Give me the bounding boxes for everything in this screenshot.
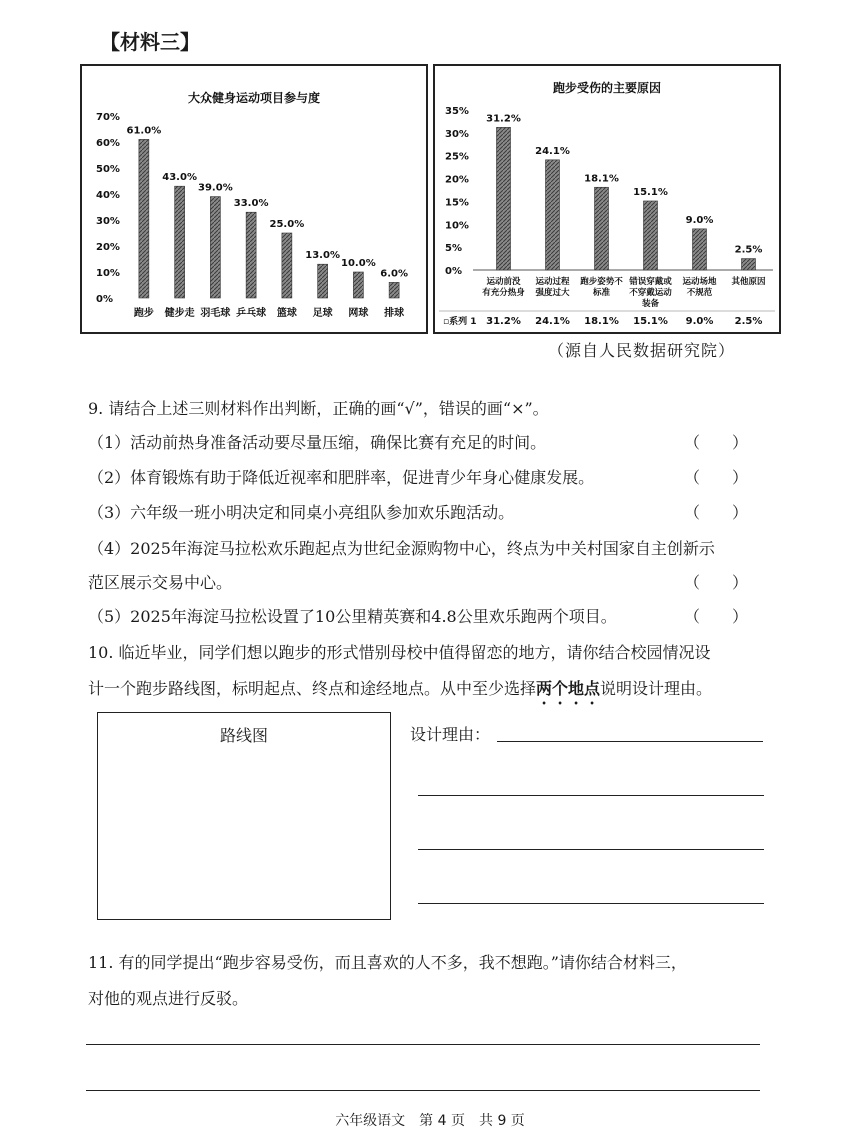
data-label: 10.0% <box>341 258 376 269</box>
data-label: 18.1% <box>584 173 619 185</box>
y-tick-label: 60% <box>96 138 120 149</box>
category-label: 篮球 <box>276 308 297 319</box>
table-value: 15.1% <box>633 316 668 327</box>
q9-answer-5[interactable]: （ ） <box>684 607 749 626</box>
table-value: 2.5% <box>734 316 763 327</box>
y-tick-label: 10% <box>445 220 469 232</box>
category-label: 跑步姿势不 <box>580 277 623 287</box>
y-tick-label: 10% <box>96 268 120 279</box>
page-footer: 六年级语文 第 4 页 共 9 页 <box>335 1113 525 1129</box>
y-tick-label: 0% <box>445 266 462 277</box>
bar <box>139 139 149 298</box>
y-tick-label: 30% <box>445 128 469 140</box>
q10-emphasis: 两个地点 <box>536 679 601 698</box>
route-map-box[interactable] <box>97 712 391 920</box>
q9-item-4-cont: 范区展示交易中心。 <box>88 573 233 592</box>
q10-line-2-post: 说明设计理由。 <box>600 679 713 698</box>
chart-title: 跑步受伤的主要原因 <box>552 81 662 95</box>
bar <box>693 229 707 270</box>
y-tick-label: 20% <box>445 174 469 186</box>
table-value: 18.1% <box>584 316 619 327</box>
bar <box>497 127 511 270</box>
category-label: 健步走 <box>164 308 195 319</box>
q9-item-2: （2）体育锻炼有助于降低近视率和肥胖率，促进青少年身心健康发展。 <box>88 468 595 487</box>
data-label: 24.1% <box>535 145 570 157</box>
data-label: 13.0% <box>305 250 340 262</box>
q9-answer-2[interactable]: （ ） <box>684 468 749 487</box>
category-label: 运动场地 <box>682 277 717 287</box>
bar <box>282 233 292 298</box>
data-label: 15.1% <box>633 186 668 198</box>
participation-chart-svg <box>82 66 426 332</box>
y-tick-label: 0% <box>96 294 113 305</box>
q10-line-2 <box>88 676 712 708</box>
y-tick-label: 50% <box>96 164 120 175</box>
category-label: 运动过程 <box>535 277 570 287</box>
data-label: 6.0% <box>380 268 408 280</box>
y-tick-label: 70% <box>96 112 120 123</box>
category-label: 不穿戴运动 <box>629 288 672 298</box>
category-label: 其他原因 <box>731 277 766 287</box>
data-label: 33.0% <box>233 198 269 210</box>
q9-answer-1[interactable]: （ ） <box>684 433 749 452</box>
reason-blank-1[interactable] <box>497 741 763 742</box>
q9-answer-3[interactable]: （ ） <box>684 503 749 522</box>
table-series-label: ▫系列 1 <box>443 317 477 327</box>
q11-line-1: 11. 有的同学提出“跑步容易受伤，而且喜欢的人不多，我不想跑。”请你结合材料三， <box>88 953 687 972</box>
category-label: 乒乓球 <box>236 308 267 319</box>
category-label: 装备 <box>641 299 660 309</box>
bar <box>644 201 658 270</box>
category-label: 足球 <box>312 308 333 319</box>
chart-injury <box>433 64 781 334</box>
category-label: 羽毛球 <box>200 308 231 319</box>
data-label: 25.0% <box>269 219 305 230</box>
reason-blank-2[interactable] <box>418 795 764 796</box>
y-tick-label: 5% <box>445 243 462 255</box>
design-reason-label: 设计理由： <box>410 725 491 744</box>
injury-chart-svg <box>435 66 779 332</box>
category-label: 排球 <box>384 308 405 319</box>
q10-line-1: 10. 临近毕业，同学们想以跑步的形式惜别母校中值得留恋的地方，请你结合校园情况设 <box>88 643 711 662</box>
reason-blank-4[interactable] <box>418 903 764 904</box>
q11-answer-blank-1[interactable] <box>86 1044 760 1045</box>
y-tick-label: 25% <box>445 151 469 163</box>
category-label: 有充分热身 <box>482 288 525 298</box>
q9-item-5: （5）2025年海淀马拉松设置了10公里精英赛和4.8公里欢乐跑两个项目。 <box>88 607 617 626</box>
chart-participation <box>80 64 428 334</box>
source-note: （源自人民数据研究院） <box>548 341 736 360</box>
y-tick-label: 20% <box>96 242 120 253</box>
bar <box>546 160 560 270</box>
q9-item-3: （3）六年级一班小明决定和同桌小亮组队参加欢乐跑活动。 <box>88 503 515 522</box>
data-label: 2.5% <box>734 244 763 256</box>
category-label: 标准 <box>592 288 611 298</box>
data-label: 39.0% <box>198 182 233 194</box>
category-label: 错误穿戴或 <box>629 277 672 287</box>
route-map-label: 路线图 <box>219 726 268 745</box>
data-label: 43.0% <box>162 172 197 184</box>
q9-prompt: 9. 请结合上述三则材料作出判断，正确的画“√”，错误的画“×”。 <box>88 399 549 418</box>
category-label: 运动前没 <box>486 277 521 287</box>
table-value: 31.2% <box>486 316 521 327</box>
y-tick-label: 40% <box>96 190 120 201</box>
q11-line-2: 对他的观点进行反驳。 <box>88 989 249 1008</box>
q9-item-1: （1）活动前热身准备活动要尽量压缩，确保比赛有充足的时间。 <box>88 433 547 452</box>
material-heading: 【材料三】 <box>100 30 200 54</box>
y-tick-label: 35% <box>445 106 469 117</box>
y-tick-label: 30% <box>96 216 120 227</box>
bar <box>246 212 256 298</box>
bar <box>389 282 399 298</box>
table-value: 9.0% <box>685 316 714 327</box>
chart-title: 大众健身运动项目参与度 <box>187 91 321 105</box>
data-label: 31.2% <box>486 113 521 125</box>
bar <box>595 187 609 270</box>
data-label: 61.0% <box>126 125 162 137</box>
category-label: 网球 <box>348 308 369 319</box>
bar <box>210 197 220 298</box>
y-tick-label: 15% <box>445 197 469 209</box>
bar <box>175 186 185 298</box>
category-label: 强度过大 <box>535 288 570 298</box>
category-label: 跑步 <box>133 308 154 319</box>
bar <box>742 259 756 270</box>
q11-answer-blank-2[interactable] <box>86 1090 760 1091</box>
table-value: 24.1% <box>535 316 570 327</box>
category-label: 不规范 <box>686 288 713 298</box>
reason-blank-3[interactable] <box>418 849 764 850</box>
bar <box>353 272 363 298</box>
data-label: 9.0% <box>685 214 714 226</box>
q9-item-4: （4）2025年海淀马拉松欢乐跑起点为世纪金源购物中心，终点为中关村国家自主创新示 <box>88 539 715 558</box>
bar <box>318 264 328 298</box>
q9-answer-4[interactable]: （ ） <box>684 573 749 592</box>
q10-line-2-pre: 计一个跑步路线图，标明起点、终点和途经地点。从中至少选择 <box>88 679 537 698</box>
